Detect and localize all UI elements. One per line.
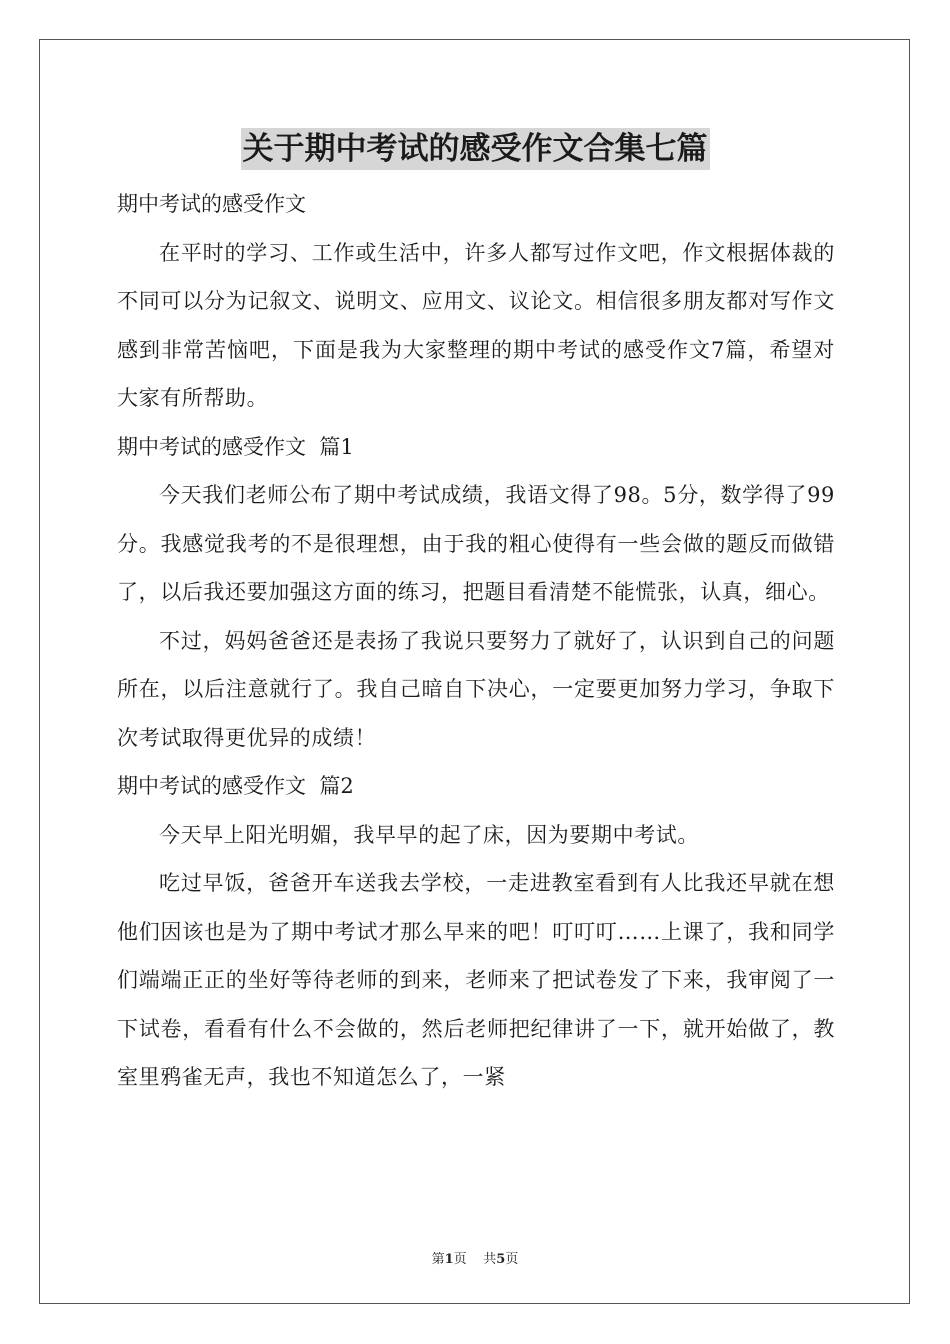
section-heading: 期中考试的感受作文 篇2 (117, 774, 354, 798)
document-body (117, 180, 835, 1102)
section-paragraph: 今天我们老师公布了期中考试成绩，我语文得了98。5分，数学得了99分。我感觉我考的不是很理想，由于我的粗心使得有一些会做的题反而做错了，以后我还要加强这方面的练习，把题目看清楚不能慌张，认真，细心。 (117, 483, 835, 604)
section-heading: 期中考试的感受作文 篇1 (117, 434, 354, 459)
section-paragraph: 今天早上阳光明媚，我早早的起了床，因为要期中考试。 (159, 822, 699, 847)
title-wrap (0, 128, 950, 170)
section-paragraph: 不过，妈妈爸爸还是表扬了我说只要努力了就好了，认识到自己的问题所在，以后注意就行了。我自己暗自下决心，一定要更加努力学习，争取下次考试取得更优异的成绩！ (117, 628, 835, 750)
total-label-prefix: 共 (483, 1252, 497, 1267)
total-label-suffix: 页 (505, 1252, 519, 1267)
document-title: 关于期中考试的感受作文合集七篇 (241, 128, 710, 170)
page-label-prefix: 第 (431, 1252, 445, 1267)
section-paragraph: 吃过早饭，爸爸开车送我去学校，一走进教室看到有人比我还早就在想他们因该也是为了期中考试才那么早来的吧！叮叮叮……上课了，我和同学们端端正正的坐好等待老师的到来，老师来了把试卷发了下来，我审阅了一下试卷，看看有什么不会做的，然后老师把纪律讲了一下，就开始做了，教室里鸦雀无声，我也不知道怎么了，一紧 (117, 871, 835, 1089)
page-label-suffix: 页 (453, 1252, 467, 1267)
total-pages-number: 5 (496, 1252, 506, 1267)
page-footer (0, 1248, 950, 1267)
current-page-number: 1 (444, 1252, 454, 1267)
intro-heading: 期中考试的感受作文 (117, 192, 306, 216)
intro-paragraph: 在平时的学习、工作或生活中，许多人都写过作文吧，作文根据体裁的不同可以分为记叙文、说明文、应用文、议论文。相信很多朋友都对写作文感到非常苦恼吧，下面是我为大家整理的期中考试的感受作文7篇，希望对大家有所帮助。 (117, 240, 835, 410)
